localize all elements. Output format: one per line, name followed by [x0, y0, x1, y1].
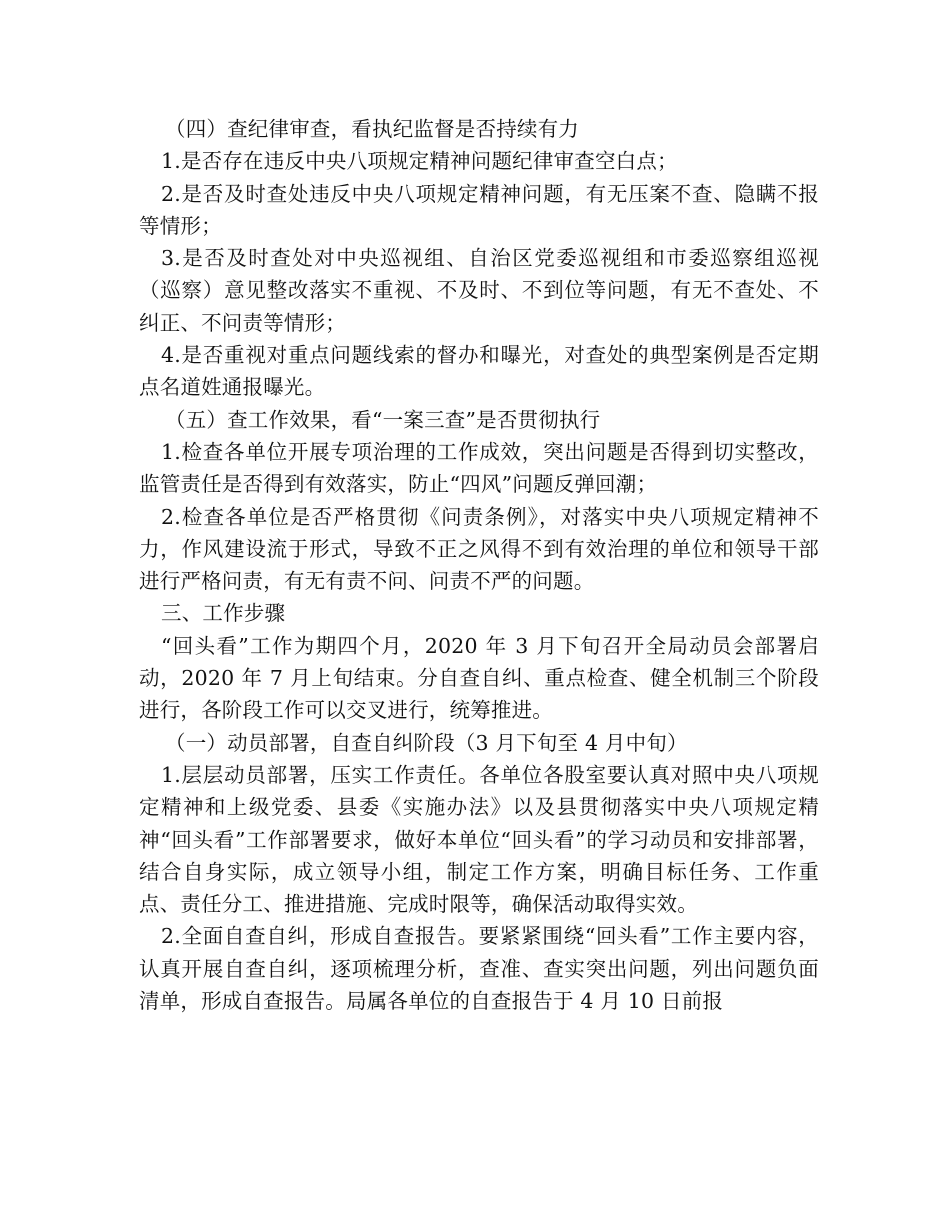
section-heading-one: （一）动员部署，自查自纠阶段（3 月下旬至 4 月中旬）: [165, 730, 688, 755]
paragraph: 2.全面自查自纠，形成自查报告。要紧紧围绕“回头看”工作主要内容，认真开展自查自纠，逐项梳理分析，查准、查实突出问题，列出问题负面清单，形成自查报告。局属各单位的自查报告于 4 月 10 日前报: [139, 924, 819, 1014]
document-body: [139, 113, 819, 1017]
paragraph: 1.层层动员部署，压实工作责任。各单位各股室要认真对照中央八项规定精神和上级党委、县委《实施办法》以及县贯彻落实中央八项规定精神“回头看”工作部署要求，做好本单位“回头看”的学习动员和安排部署，结合自身实际，成立领导小组，制定工作方案，明确目标任务、工作重点、责任分工、推进措施、完成时限等，确保活动取得实效。: [139, 762, 819, 917]
paragraph: 1.是否存在违反中央八项规定精神问题纪律审查空白点；: [161, 149, 678, 174]
paragraph: 3.是否及时查处对中央巡视组、自治区党委巡视组和市委巡察组巡视（巡察）意见整改落实不重视、不及时、不到位等问题，有无不查处、不纠正、不问责等情形；: [139, 246, 819, 335]
paragraph: “回头看”工作为期四个月，2020 年 3 月下旬召开全局动员会部署启动，2020 年 7 月上旬结束。分自查自纠、重点检查、健全机制三个阶段进行，各阶段工作可以交叉进行，统筹推进。: [139, 633, 819, 723]
section-heading-four: （四）查纪律审查，看执纪监督是否持续有力: [165, 117, 579, 141]
paragraph: 2.是否及时查处违反中央八项规定精神问题，有无压案不查、隐瞒不报等情形；: [139, 181, 819, 238]
section-title-work-steps: 三、工作步骤: [161, 601, 286, 626]
paragraph: 1.检查各单位开展专项治理的工作成效，突出问题是否得到切实整改，监管责任是否得到有效落实，防止“四风”问题反弹回潮；: [139, 439, 819, 497]
paragraph: 2.检查各单位是否严格贯彻《问责条例》，对落实中央八项规定精神不力，作风建设流于形式，导致不正之风得不到有效治理的单位和领导干部进行严格问责，有无有责不问、问责不严的问题。: [139, 504, 819, 594]
section-heading-five: （五）查工作效果，看“一案三查”是否贯彻执行: [165, 407, 601, 432]
paragraph: 4.是否重视对重点问题线索的督办和曝光，对查处的典型案例是否定期点名道姓通报曝光。: [139, 343, 819, 400]
